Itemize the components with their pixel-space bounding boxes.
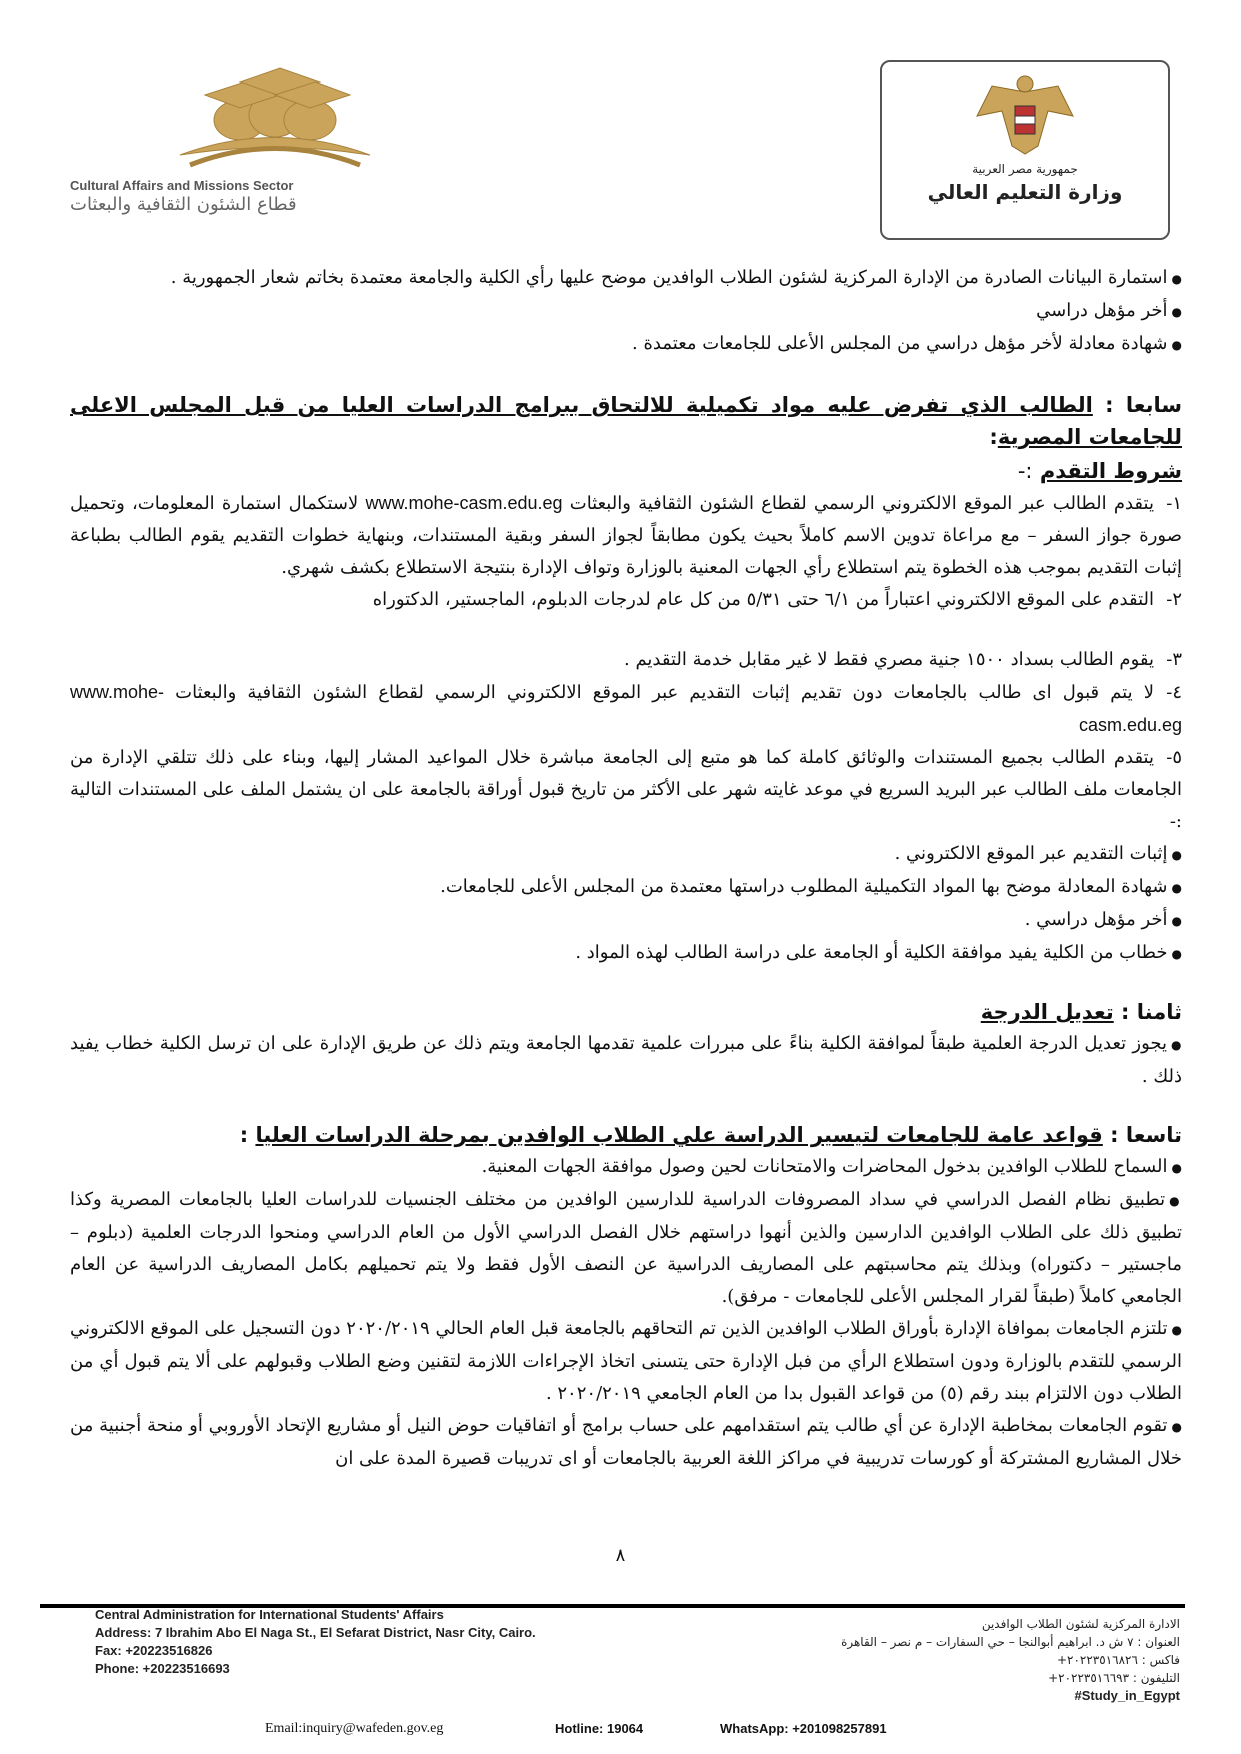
- section-9-heading: تاسعا : قواعد عامة للجامعات لتيسير الدراسة علي الطلاب الوافدين بمرحلة الدراسات العليا :: [239, 1123, 1182, 1147]
- sector-name-en: Cultural Affairs and Missions Sector: [70, 178, 294, 193]
- list-item: ● خطاب من الكلية يفيد موافقة الكلية أو الجامعة على دراسة الطالب لهذه المواد .: [70, 937, 1182, 970]
- footer-fax-ar: فاكس : ٢٠٢٢٣٥١٦٨٢٦+: [1056, 1653, 1180, 1667]
- numbered-item: ٣-يقوم الطالب بسداد ١٥٠٠ جنية مصري فقط لا غير مقابل خدمة التقديم .: [624, 649, 1182, 670]
- footer-phone-ar: التليفون : ٢٠٢٢٣٥١٦٦٩٣+: [1048, 1671, 1180, 1685]
- list-item: ● تلتزم الجامعات بموافاة الإدارة بأوراق الطلاب الوافدين الذين تم التحاقهم بالجامعة قبل العام الحالي ٢٠٢٠/٢٠١٩ دون التسجيل على الموقع الالكتروني الرسمي للتقدم بالوزارة ودون استطلاع الرأي من فبل الإدارة حتى يتسنى اتخاذ الإجراءات اللازمة لتقنين وضع الطلاب وقبولهم على ألا يتم قبول أي من الطلاب دون الالتزام ببند رقم (٥) من قواعد القبول بدا من العام الجامعي ٢٠٢٠/٢٠١٩ .: [70, 1313, 1182, 1410]
- numbered-item: ٥-يتقدم الطالب بجميع المستندات والوثائق كاملة كما هو متبع إلى الجامعة مباشرة خلال المواعيد المشار إليها، وبناء على ذلك تتلقي الإدارة من الجامعات ملف الطالب عبر البريد السريع في موعد غايته شهر على الأكثر من تاريخ قبول أوراقة بالجامعة على ان يشتمل الملف على المستندات التالية :-: [70, 747, 1183, 832]
- conditions-heading: شروط التقدم :-: [1017, 459, 1182, 483]
- footer-hotline: Hotline: 19064: [555, 1721, 644, 1736]
- footer-hashtag: #Study_in_Egypt: [1074, 1688, 1180, 1703]
- cultural-affairs-logo: [70, 60, 440, 220]
- numbered-item: ٢-التقدم على الموقع الالكتروني اعتباراً من ٦/١ حتى ٥/٣١ من كل عام لدرجات الدبلوم، الماجستير، الدكتوراه: [372, 589, 1182, 610]
- sector-name-ar: قطاع الشئون الثقافية والبعثات: [70, 194, 297, 215]
- footer-address-ar: [680, 1615, 1180, 1705]
- footer-org-en: Central Administration for International Students' Affairs: [95, 1607, 444, 1622]
- egypt-eagle-emblem-icon: [882, 66, 1168, 162]
- list-item: ● تقوم الجامعات بمخاطبة الإدارة عن أي طالب يتم استقدامهم على حساب برامج أو اتفاقيات حوض النيل أو مشاريع الإتحاد الأوروبي أو منحة أجنبية من خلال المشاريع المشتركة أو كورسات تدريبية في مراكز اللغة العربية بالجامعات أو اى تدريبات قصيرة المدة على ان: [70, 1410, 1182, 1475]
- numbered-item: ١-يتقدم الطالب عبر الموقع الالكتروني الرسمي لقطاع الشئون الثقافية والبعثات www.mohe-casm.edu.eg لاستكمال استمارة المعلومات، وتحميل صورة جواز السفر – مع مراعاة تدوين الاسم كاملاً بحيث يكون مطابقاً لجواز السفر وبقية المستندات، وبنهاية خطوات التقديم يقوم الطالب بطباعة إثبات التقديم بموجب هذه الخطوة يتم استطلاع رأي الجهات المعنية بالوزارة وتواف الإدارة بنتيجة الاستطلاع بكشف شهري.: [70, 493, 1182, 578]
- graduation-caps-book-icon: [70, 60, 440, 180]
- section-7-heading: سابعا : الطالب الذي تفرض عليه مواد تكميلية للالتحاق ببرامج الدراسات العليا من قبل المجلس الاعلى للجامعات المصرية:: [70, 393, 1183, 449]
- list-item: ● شهادة معادلة لأخر مؤهل دراسي من المجلس الأعلى للجامعات معتمدة .: [70, 328, 1182, 361]
- list-item: ● إثبات التقديم عبر الموقع الالكتروني .: [70, 838, 1182, 871]
- footer-address-en: [95, 1606, 655, 1678]
- footer-fax-en: Fax: +20223516826: [95, 1643, 213, 1658]
- list-item: ● شهادة المعادلة موضح بها المواد التكميلية المطلوب دراستها معتمدة من المجلس الأعلى للجامعات.: [70, 871, 1182, 904]
- numbered-item: ٤-لا يتم قبول اى طالب بالجامعات دون تقديم إثبات التقديم عبر الموقع الالكتروني الرسمي لقطاع الشئون الثقافية والبعثات www.mohe-casm.edu.eg: [70, 682, 1182, 735]
- footer-phone-en: Phone: +20223516693: [95, 1661, 230, 1676]
- list-item: ● يجوز تعديل الدرجة العلمية طبقاً لموافقة الكلية بناءً على مبررات علمية تقدمها الجامعة ويتم ذلك عن طريق الإدارة على ان ترسل الكلية خطاب يفيد ذلك .: [70, 1028, 1182, 1093]
- ministry-emblem-box: [880, 60, 1170, 240]
- page-number: ٨: [615, 1545, 626, 1566]
- section-8-heading: ثامنا : تعديل الدرجة: [980, 1000, 1182, 1024]
- ministry-name: وزارة التعليم العالي: [927, 180, 1123, 204]
- footer-address-line-en: Address: 7 Ibrahim Abo El Naga St., El Sefarat District, Nasr City, Cairo.: [95, 1625, 536, 1640]
- list-item: ● أخر مؤهل دراسي .: [70, 904, 1182, 937]
- list-item: ● تطبيق نظام الفصل الدراسي في سداد المصروفات الدراسية للدارسين الوافدين من مختلف الجنسيات للدراسات العليا بالجامعات المصرية وكذا تطبيق ذلك على الطلاب الوافدين الدارسين والذين أنهوا دراستهم خلال الفصل الدراسي الأول من العام الدراسي ومنحوا الدرجات العلمية (دبلوم – ماجستير – دكتوراه) وبذلك يتم محاسبتهم على المصاريف الدراسية عن النصف الأول فقط ولا يتم تحميلهم بكامل المصاريف الدراسية عن العام الجامعي كاملاً (طبقاً لقرار المجلس الأعلى للجامعات - مرفق).: [70, 1184, 1182, 1313]
- footer-org-ar: الادارة المركزية لشئون الطلاب الوافدين: [981, 1617, 1180, 1631]
- document-body: [70, 262, 1182, 1475]
- footer-email[interactable]: Email:inquiry@wafeden.gov.eg: [265, 1721, 444, 1736]
- footer-address-line-ar: العنوان : ٧ ش د. ابراهيم أبوالنجا – حي السفارات – م نصر – القاهرة: [841, 1635, 1180, 1649]
- republic-name: جمهورية مصر العربية: [972, 162, 1078, 176]
- list-item: ● السماح للطلاب الوافدين بدخول المحاضرات والامتحانات لحين وصول موافقة الجهات المعنية.: [70, 1151, 1182, 1184]
- website-link[interactable]: www.mohe-casm.edu.eg: [365, 493, 563, 513]
- footer-whatsapp: WhatsApp: +201098257891: [720, 1721, 887, 1736]
- list-item: ● أخر مؤهل دراسي: [70, 295, 1182, 328]
- list-item: ● استمارة البيانات الصادرة من الإدارة المركزية لشئون الطلاب الوافدين موضح عليها رأي الكلية والجامعة معتمدة بخاتم شعار الجمهورية .: [70, 262, 1182, 295]
- website-link[interactable]: www.mohe-casm.edu.eg: [70, 682, 1182, 735]
